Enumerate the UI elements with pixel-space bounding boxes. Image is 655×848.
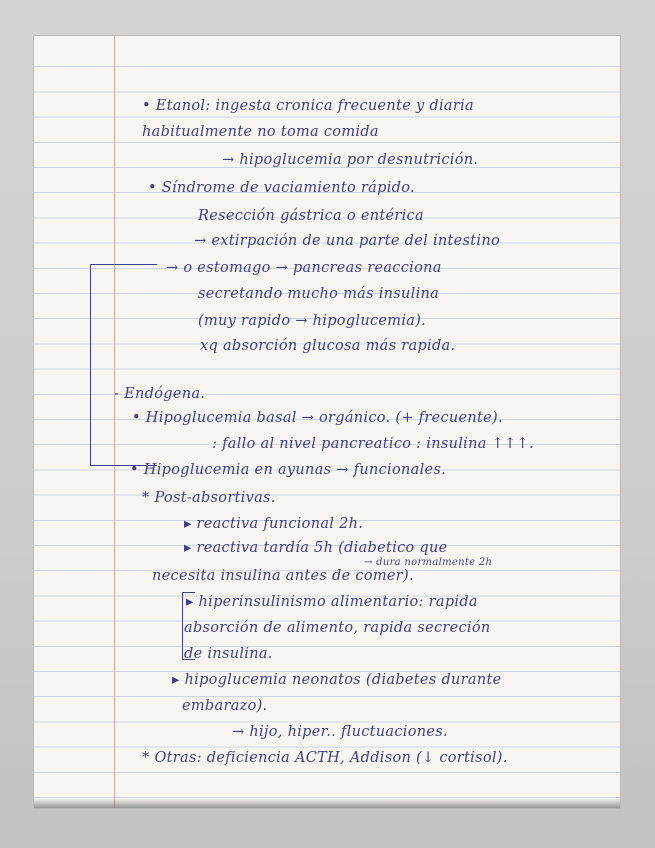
note-line: * Otras: deficiencia ACTH, Addison (↓ cortisol). — [142, 750, 508, 766]
note-line: ▸ reactiva funcional 2h. — [184, 516, 364, 532]
note-line: ▸ reactiva tardía 5h (diabetico que — [184, 540, 448, 556]
note-line: → hijo, hiper.. fluctuaciones. — [232, 724, 448, 740]
note-line: → hipoglucemia por desnutrición. — [222, 152, 479, 168]
note-line: • Hipoglucemia en ayunas → funcionales. — [130, 462, 447, 478]
note-line: embarazo). — [182, 698, 268, 714]
note-line: xq absorción glucosa más rapida. — [200, 338, 456, 354]
note-line: necesita insulina antes de comer). — [152, 568, 414, 584]
note-line: • Hipoglucemia basal → orgánico. (+ frecuente). — [132, 410, 503, 426]
note-line: - Endógena. — [114, 386, 206, 402]
note-annotation: → dura normalmente 2h — [364, 557, 493, 568]
page-edge-shadow — [34, 798, 620, 808]
note-line: : fallo al nivel pancreatico : insulina ↑↑↑. — [212, 436, 534, 452]
note-line: (muy rapido → hipoglucemia). — [198, 313, 427, 329]
note-line: de insulina. — [184, 646, 273, 662]
note-line: ▸ hiperinsulinismo alimentario: rapida — [186, 594, 478, 610]
note-line: • Síndrome de vaciamiento rápido. — [148, 180, 415, 196]
note-line: habitualmente no toma comida — [142, 124, 379, 140]
note-line: absorción de alimento, rapida secreción — [184, 620, 491, 636]
note-line: ▸ hipoglucemia neonatos (diabetes durante — [172, 672, 502, 688]
note-line: Resección gástrica o entérica — [198, 208, 424, 224]
notebook-page — [34, 36, 620, 808]
note-line: secretando mucho más insulina — [198, 286, 440, 302]
note-line: • Etanol: ingesta cronica frecuente y diaria — [142, 98, 474, 114]
note-line: * Post-absortivas. — [142, 490, 276, 506]
note-line: → o estomago → pancreas reacciona — [166, 260, 442, 276]
note-line: → extirpación de una parte del intestino — [194, 233, 501, 249]
bracket-left-large — [90, 264, 157, 466]
